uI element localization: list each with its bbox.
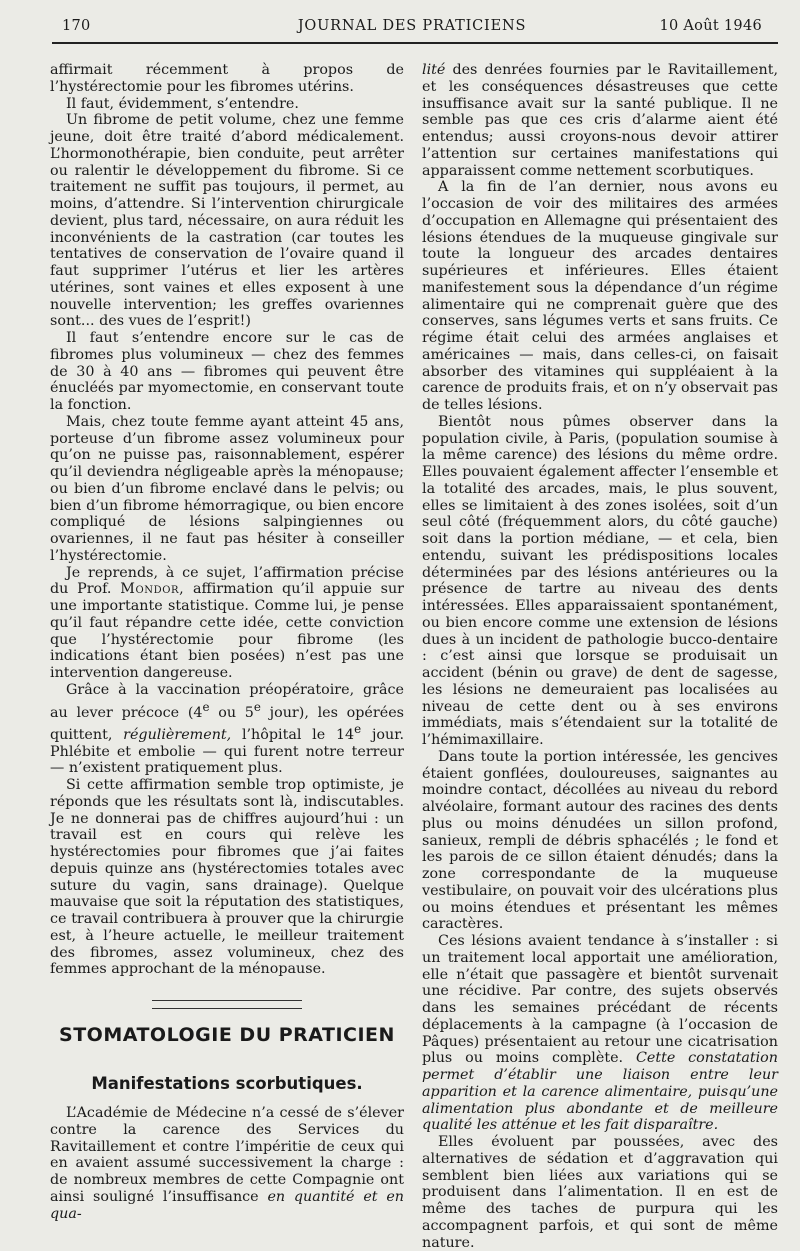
paragraph: Il faut s’entendre encore sur le cas de fibromes plus volumineux — chez des femmes de 30 à 40 ans — fibromes qui peuvent être énucléés par myomectomie, en conservant toute la fonction. <box>50 330 404 413</box>
italic-run: lité <box>422 62 446 78</box>
paragraph: Mais, chez toute femme ayant atteint 45 ans, porteuse d’un fibrome assez volumineux pour qu’on ne puisse pas, raisonnablement, espérer qu’il deviendra négligeable après la ménopause; ou bien d’un fibrome enclavé dans le pelvis; ou bien d’un fibrome hémorragique, ou bien encore compliqué de lésions salpingiennes ou ovariennes, il ne faut pas hésiter à conseiller l’hystérectomie. <box>50 413 404 564</box>
paragraph <box>422 933 778 1134</box>
paragraph: Dans toute la portion intéressée, les gencives étaient gonflées, douloureuses, saignantes au moindre contact, décollées au niveau du rebord alvéolaire, formant autour des racines des dents plus ou moins dénudées un sillon profond, sanieux, rempli de débris sphacélés ; le fond et les parois de ce sillon étaient dénudés; dans la zone correspondante de la muqueuse vestibulaire, on pouvait voir des ulcérations plus ou moins étendues et présentant les mêmes caractères. <box>422 748 778 933</box>
italic-run: Cette constatation permet d’établir une liaison entre leur apparition et la carence alimentaire, puisqu’une alimentation plus abondante et de meilleure qualité les atténue et les fait disparaître. <box>422 1050 778 1134</box>
paragraph: Un fibrome de petit volume, chez une femme jeune, doit être traité d’abord médicalement. L’hormonothérapie, bien conduite, peut arrêter ou ralentir le développement du fibrome. Si ce traitement ne suffit pas toujours, il permet, au moins, d’attendre. Si l’intervention chirurgicale devient, plus tard, nécessaire, on aura réduit les inconvénients de la castration (car toutes les tentatives de conservation de l’ovaire quand il faut supprimer l’utérus et lier les artères utérines, sont vaines et elles exposent à une nouvelle intervention; les greffes ovariennes sont... des vues de l’esprit!) <box>50 112 404 330</box>
page-number: 170 <box>62 18 91 34</box>
author-name: Mondor, <box>120 581 185 598</box>
text-run: affirmation qu’il appuie sur une importante statistique. Comme lui, je pense qu’il faut répandre cette idée, cette conviction que l’hystérectomie pour fibrome (les indications étant bien posées) n’est pas une intervention dangereuse. <box>50 581 405 681</box>
text-run: jour), les opérées quittent, <box>50 704 404 743</box>
header-rule <box>52 42 778 44</box>
text-run: l’hôpital le 14 <box>231 726 355 743</box>
paragraph: affirmait récemment à propos de l’hystérectomie pour les fibromes utérins. <box>50 62 404 95</box>
paragraph-vaccination <box>50 682 404 777</box>
text-run: ou 5 <box>209 704 254 721</box>
superscript: e <box>354 722 362 737</box>
paragraph: A la fin de l’an dernier, nous avons eu l’occasion de voir des militaires des armées d’occupation en Allemagne qui présentaient des lésions étendues de la muqueuse gingivale sur toute la longueur des arcades dentaires supérieures et inférieures. Elles étaient manifestement sous la dépendance d’un régime alimentaire qui ne comprenait guère que des conserves, sans légumes verts et sans fruits. Ce régime était celui des armées anglaises et américaines — mais, dans celles-ci, on faisait absorber des vitamines qui suppléaient à la carence de produits frais, et on n’y observait pas de telles lésions. <box>422 179 778 413</box>
paragraph <box>422 62 778 179</box>
journal-title: JOURNAL DES PRATICIENS <box>297 18 527 34</box>
paragraph: Bientôt nous pûmes observer dans la population civile, à Paris, (population soumise à la même carence) des lésions du même ordre. Elles pouvaient également affecter l’ensemble et la totalité des arcades, mais, le plus souvent, elles se limitaient à des zones isolées, soit d’un seul côté (fréquemment alors, du côté gauche) soit dans la portion médiane, — et cela, bien entendu, suivant les prédispositions locales déterminées par des lésions antérieures ou la présence de tartre au niveau des dents intéressées. Elles apparaissaient spontanément, ou bien encore comme une extension de lésions dues à un incident de pathologie bucco-dentaire : c’est ainsi que lorsque se produisait un accident (bénin ou grave) de dent de sagesse, les lésions ne demeuraient pas localisées au niveau de cette dent ou à ses environs immédiats, mais s’étendaient sur la totalité de l’hémimaxillaire. <box>422 413 778 748</box>
article-title: Manifestations scorbutiques. <box>91 1074 363 1094</box>
left-column <box>50 62 404 1222</box>
section-title: STOMATOLOGIE DU PRATICIEN <box>59 1024 395 1047</box>
italic-run: en quantité et en qua- <box>50 1188 404 1222</box>
paragraph: Elles évoluent par poussées, avec des alternatives de sédation et d’aggravation qui semblent bien liées aux variations qui se produisent dans l’alimentation. Il en est de même des taches de purpura qui les accompagnent parfois, et qui sont de même nature. <box>422 1134 778 1251</box>
text-run: L’Académie de Médecine n’a cessé de s’élever contre la carence des Services du Ravitaillement et contre l’impéritie de ceux qui en avaient assumé successivement la charge : de nombreux membres de cette Compagnie ont ainsi souligné l’insuffisance <box>50 1105 404 1205</box>
text-run: Je reprends, à ce sujet, l’affirmation précise du Prof. <box>50 564 404 598</box>
issue-date: 10 Août 1946 <box>659 18 762 34</box>
text-run: Grâce à la vaccination préopératoire, grâce au lever précoce (4 <box>50 681 404 721</box>
italic-run: régulièrement, <box>123 726 232 743</box>
text-run: jour. Phlébite et embolie — qui furent notre terreur — n’existent pratiquement plus. <box>50 726 404 777</box>
superscript: e <box>202 699 210 714</box>
paragraph-mondor <box>50 565 404 682</box>
superscript: e <box>253 699 261 714</box>
paragraph: Si cette affirmation semble trop optimiste, je réponds que les résultats sont là, indiscutables. Je ne donnerai pas de chiffres aujourd’hui : un travail est en cours qui relève les hystérectomies pour fibromes que j’ai faites depuis quinze ans (hystérectomies totales avec suture du vagin, sans drainage). Quelque mauvaise que soit la réputation des statistiques, ce travail contribuera à prouver que la chirurgie est, à l’heure actuelle, le meilleur traitement des fibromes, assez volumineux, chez des femmes approchant de la ménopause. <box>50 777 404 978</box>
text-run: Ces lésions avaient tendance à s’installer : si un traitement local apportait une amélioration, elle n’était que passagère et bientôt survenait une récidive. Par contre, des sujets observés dans les semaines précédant de récents déplacements à la campagne (à l’occasion de Pâques) présentaient au retour une cicatrisation plus ou moins complète. <box>422 933 778 1067</box>
page-header <box>62 14 762 40</box>
paragraph-intro <box>50 1105 404 1222</box>
text-run: des denrées fournies par le Ravitaillement, et les conséquences désastreuses que cette insuffisance avait sur la santé publique. Il ne semble pas que ces cris d’alarme aient été entendus; aussi croyons-nous devoir attirer l’attention sur certaines manifestations qui apparaissent comme nettement scorbutiques. <box>422 62 778 179</box>
paragraph: Il faut, évidemment, s’entendre. <box>66 95 299 112</box>
section-separator <box>152 1000 302 1009</box>
right-column <box>422 62 778 1251</box>
